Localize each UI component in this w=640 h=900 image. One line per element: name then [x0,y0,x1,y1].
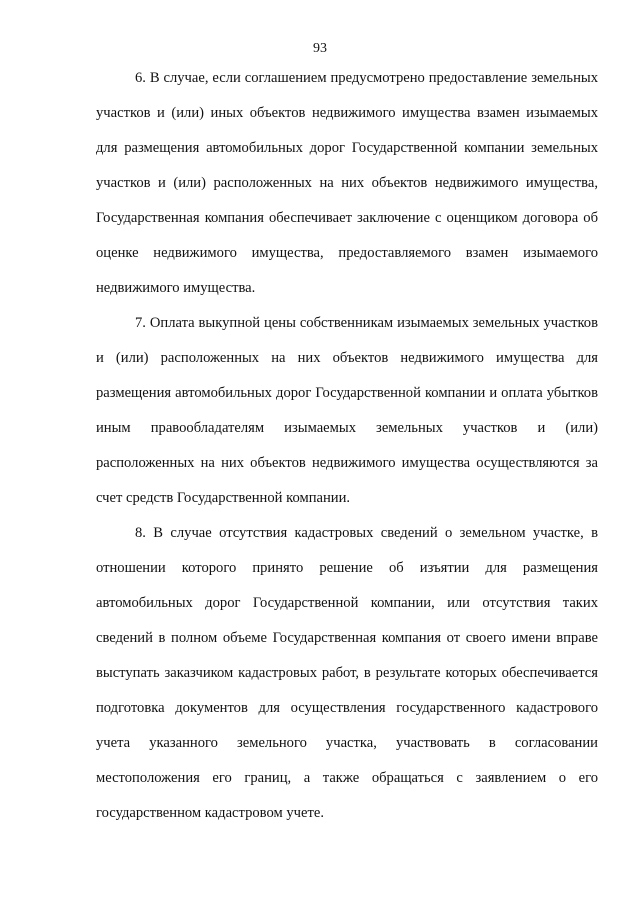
paragraph-6: 6. В случае, если соглашением предусмотрено предоставление земельных участков и (или) иных объектов недвижимого имущества взамен изымаемых для размещения автомобильных дорог Государственной компании земельных участков и (или) расположенных на них объектов недвижимого имущества, Государственная компания обеспечивает заключение с оценщиком договора об оценке недвижимого имущества, предоставляемого взамен изымаемого недвижимого имущества. [96,70,598,296]
paragraph-7: 7. Оплата выкупной цены собственникам изымаемых земельных участков и (или) расположенных на них объектов недвижимого имущества для размещения автомобильных дорог Государственной компании и оплата убытков иным правообладателям изымаемых земельных участков и (или) расположенных на них объектов недвижимого имущества осуществляются за счет средств Государственной компании. [96,315,598,506]
document-body [96,61,598,831]
paragraph-8: 8. В случае отсутствия кадастровых сведений о земельном участке, в отношении которого принято решение об изъятии для размещения автомобильных дорог Государственной компании, или отсутствия таких сведений в полном объеме Государственная компания от своего имени вправе выступать заказчиком кадастровых работ, в результате которых обеспечивается подготовка документов для осуществления государственного кадастрового учета указанного земельного участка, участвовать в согласовании местоположения его границ, а также обращаться с заявлением о его государственном кадастровом учете. [96,525,598,821]
page-number: 93 [313,41,327,56]
